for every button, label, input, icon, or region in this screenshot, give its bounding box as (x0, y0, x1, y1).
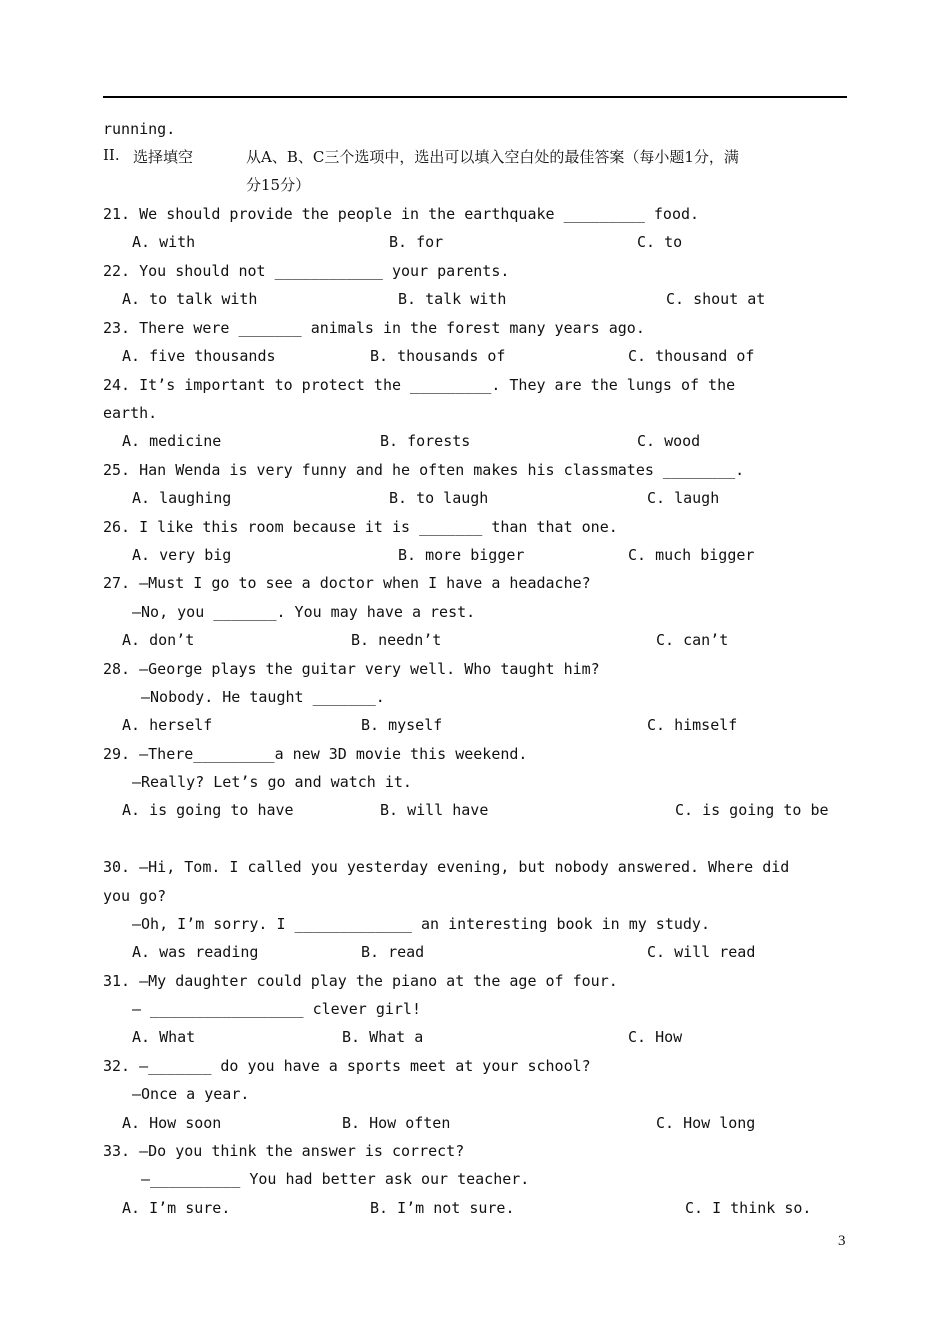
option-b: B. needn’t (351, 631, 442, 649)
question-response: —__________ You had better ask our teacher. (141, 1170, 530, 1188)
option-c: C. How long (656, 1114, 756, 1132)
header-rule (103, 96, 847, 98)
option-a: A. laughing (132, 489, 232, 507)
question-response: —No, you _______. You may have a rest. (132, 603, 476, 621)
option-c: C. wood (637, 432, 701, 450)
option-b: B. forests (380, 432, 471, 450)
question-stem: 25. Han Wenda is very funny and he often makes his classmates ________. (103, 461, 745, 479)
question-stem-continued: earth. (103, 404, 158, 422)
question-response: — _________________ clever girl! (132, 1000, 421, 1018)
option-c: C. much bigger (628, 546, 755, 564)
question-stem: 33. —Do you think the answer is correct? (103, 1142, 465, 1160)
question-stem: 29. —There_________a new 3D movie this weekend. (103, 745, 528, 763)
option-a: A. medicine (122, 432, 222, 450)
option-a: A. What (132, 1028, 196, 1046)
option-b: B. talk with (398, 290, 507, 308)
option-a: A. herself (122, 716, 213, 734)
option-b: B. thousands of (370, 347, 506, 365)
question-response: —Once a year. (132, 1085, 250, 1103)
option-b: B. myself (361, 716, 443, 734)
option-b: B. read (361, 943, 425, 961)
option-c: C. shout at (666, 290, 766, 308)
option-b: B. more bigger (398, 546, 525, 564)
section-instruction-line2: 分15分） (246, 176, 311, 194)
question-response: —Oh, I’m sorry. I _____________ an interesting book in my study. (132, 915, 710, 933)
option-a: A. five thousands (122, 347, 276, 365)
option-b: B. What a (342, 1028, 424, 1046)
option-c: C. thousand of (628, 347, 755, 365)
section-instruction-line1: 从A、B、C三个选项中，选出可以填入空白处的最佳答案（每小题1分，满 (246, 148, 739, 166)
option-a: A. How soon (122, 1114, 222, 1132)
option-b: B. How often (342, 1114, 451, 1132)
option-c: C. can’t (656, 631, 729, 649)
question-stem: 26. I like this room because it is _______ than that one. (103, 518, 618, 536)
option-a: A. was reading (132, 943, 259, 961)
question-response: —Nobody. He taught _______. (141, 688, 385, 706)
question-response: —Really? Let’s go and watch it. (132, 773, 412, 791)
option-b: B. to laugh (389, 489, 489, 507)
option-b: B. I’m not sure. (370, 1199, 515, 1217)
question-stem: 32. —_______ do you have a sports meet at your school? (103, 1057, 591, 1075)
option-a: A. is going to have (122, 801, 294, 819)
option-b: B. for (389, 233, 444, 251)
option-a: A. I’m sure. (122, 1199, 231, 1217)
question-stem: 22. You should not ____________ your parents. (103, 262, 510, 280)
option-c: C. How (628, 1028, 683, 1046)
question-stem: 30. —Hi, Tom. I called you yesterday evening, but nobody answered. Where did (103, 858, 790, 876)
question-stem: 31. —My daughter could play the piano at the age of four. (103, 972, 618, 990)
option-c: C. I think so. (685, 1199, 812, 1217)
question-stem-continued: you go? (103, 887, 167, 905)
option-c: C. laugh (647, 489, 720, 507)
question-stem: 28. —George plays the guitar very well. Who taught him? (103, 660, 600, 678)
option-b: B. will have (380, 801, 489, 819)
option-c: C. is going to be (675, 801, 829, 819)
question-stem: 27. —Must I go to see a doctor when I have a headache? (103, 574, 591, 592)
option-a: A. to talk with (122, 290, 258, 308)
option-a: A. with (132, 233, 196, 251)
option-a: A. very big (132, 546, 232, 564)
option-c: C. will read (647, 943, 756, 961)
option-a: A. don’t (122, 631, 195, 649)
section-number: II. (103, 146, 120, 164)
question-stem: 21. We should provide the people in the earthquake _________ food. (103, 205, 700, 223)
continued-text: running. (103, 120, 176, 138)
option-c: C. to (637, 233, 683, 251)
page-number: 3 (838, 1233, 846, 1249)
question-stem: 24. It’s important to protect the _________. They are the lungs of the (103, 376, 736, 394)
option-c: C. himself (647, 716, 738, 734)
question-stem: 23. There were _______ animals in the forest many years ago. (103, 319, 645, 337)
section-heading: 选择填空 (133, 148, 194, 166)
